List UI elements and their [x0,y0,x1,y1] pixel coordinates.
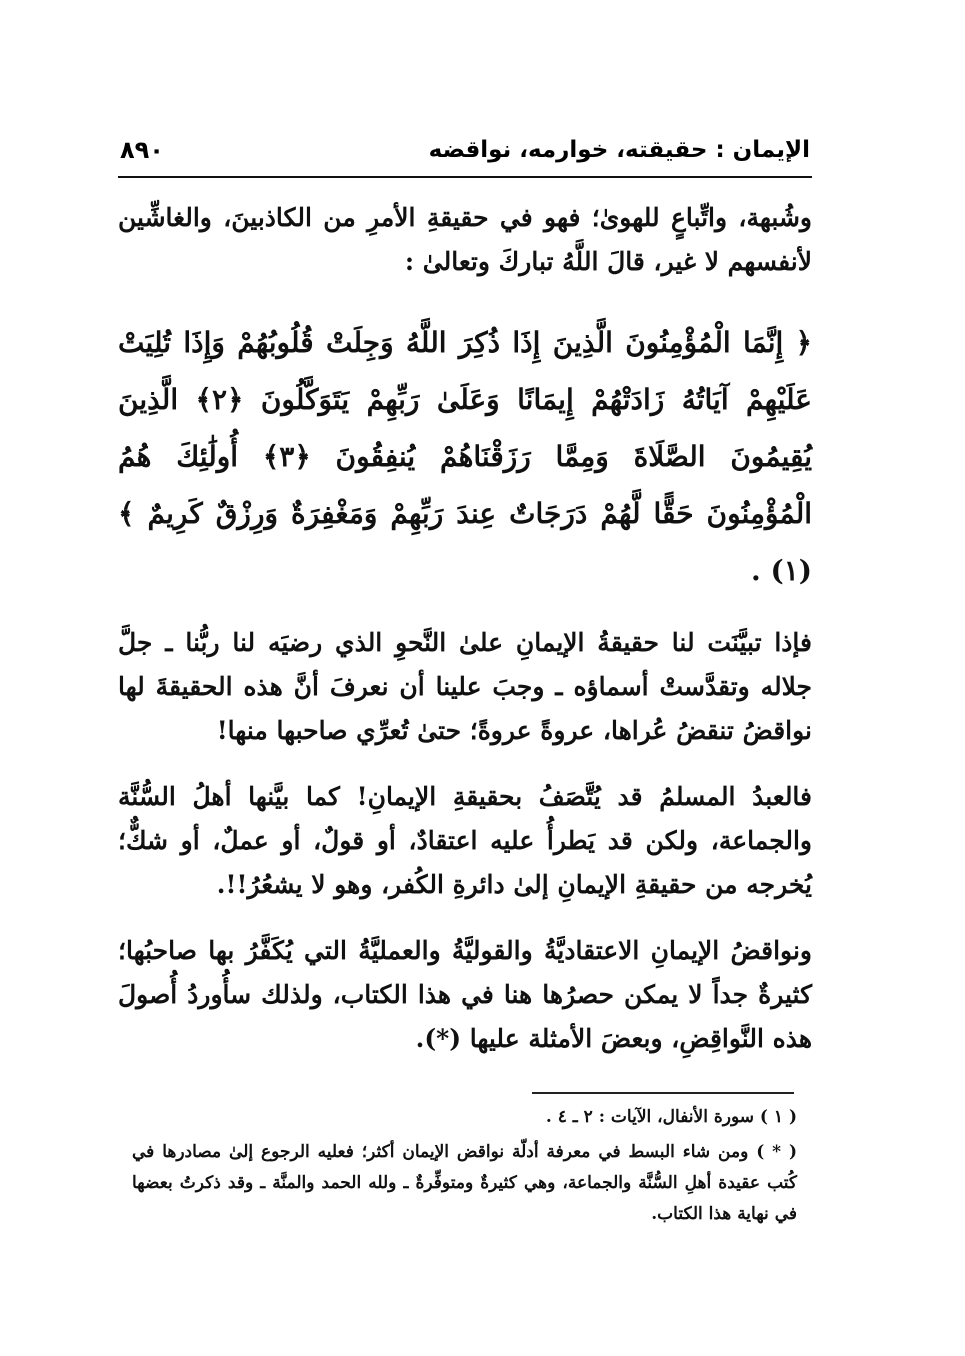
paragraph-muslim-servant: فالعبدُ المسلمُ قد يُتَّصَفُ بحقيقةِ الإيمانِ! كما بيَّنها أهلُ السُّنَّة والجماعة، ولكن قد يَطرأُ عليه اعتقادٌ، أو قولٌ، أو عملٌ، أو شكٌّ؛ يُخرجه من حقيقةِ الإيمانِ إلىٰ دائرةِ الكُفر، وهو لا يشعُرُ!!. [118,782,812,899]
footnote-1: ( ١ ) سورة الأنفال، الآيات : ٢ ـ ٤ . [545,1107,797,1127]
footnotes [132,1102,797,1230]
footnote-divider [532,1092,794,1094]
header-divider [118,176,812,178]
quran-verse-block: ﴿ إِنَّمَا الْمُؤْمِنُونَ الَّذِينَ إِذَا ذُكِرَ اللَّهُ وَجِلَتْ قُلُوبُهُمْ وَإِذَا تُلِيَتْ عَلَيْهِمْ آيَاتُهُ زَادَتْهُمْ إِيمَانًا وَعَلَىٰ رَبِّهِمْ يَتَوَكَّلُونَ ﴿٢﴾ الَّذِينَ يُقِيمُونَ الصَّلَاةَ وَمِمَّا رَزَقْنَاهُمْ يُنفِقُونَ ﴿٣﴾ أُولَٰئِكَ هُمُ الْمُؤْمِنُونَ حَقًّا لَّهُمْ دَرَجَاتٌ عِندَ رَبِّهِمْ وَمَغْفِرَةٌ وَرِزْقٌ كَرِيمٌ ﴾ (١) . [118,326,812,587]
page-number: ٨٩٠ [120,136,164,164]
running-header [120,128,810,172]
paragraph-reality-of-faith: فإذا تبيَّنَت لنا حقيقةُ الإيمانِ علىٰ النَّحوِ الذي رضيَه لنا ربُّنا ـ جلَّ جلاله وتقدَّستْ أسماؤه ـ وجبَ علينا أن نعرفَ أنَّ هذه الحقيقةَ لها نواقضُ تنقضُ عُراها، عروةً عروةً؛ حتىٰ تُعرِّي صاحبها منها! [118,628,812,745]
paragraph-intro: وشُبهة، واتِّباعٍ للهوىٰ؛ فهو في حقيقةِ الأمرِ من الكاذبينَ، والغاشِّين لأنفسهم لا غير، قالَ اللَّهُ تباركَ وتعالىٰ : [118,203,812,276]
running-header-title: الإيمان : حقيقته، خوارمه، نواقضه [428,137,810,163]
main-text [118,196,812,1061]
footnote-star: ( * ) ومن شاء البسط في معرفة أدلّة نواقض الإيمان أكثر؛ فعليه الرجوع إلىٰ مصادرها في كُتب عقيدة أهلِ السُّنَّة والجماعة، وهي كثيرةٌ ومتوفِّرةٌ ـ ولله الحمد والمنَّة ـ وقد ذكرتُ بعضها في نهاية هذا الكتاب. [132,1142,797,1224]
paragraph-nullifiers: ونواقضُ الإيمانِ الاعتقاديَّةُ والقوليَّةُ والعمليَّةُ التي يُكَفَّرُ بها صاحبُها؛ كثيرةٌ جداً لا يمكن حصرُها هنا في هذا الكتاب، ولذلك سأُوردُ أُصولَ هذه النَّواقِضِ، وبعضَ الأمثلة عليها (*). [118,936,812,1053]
